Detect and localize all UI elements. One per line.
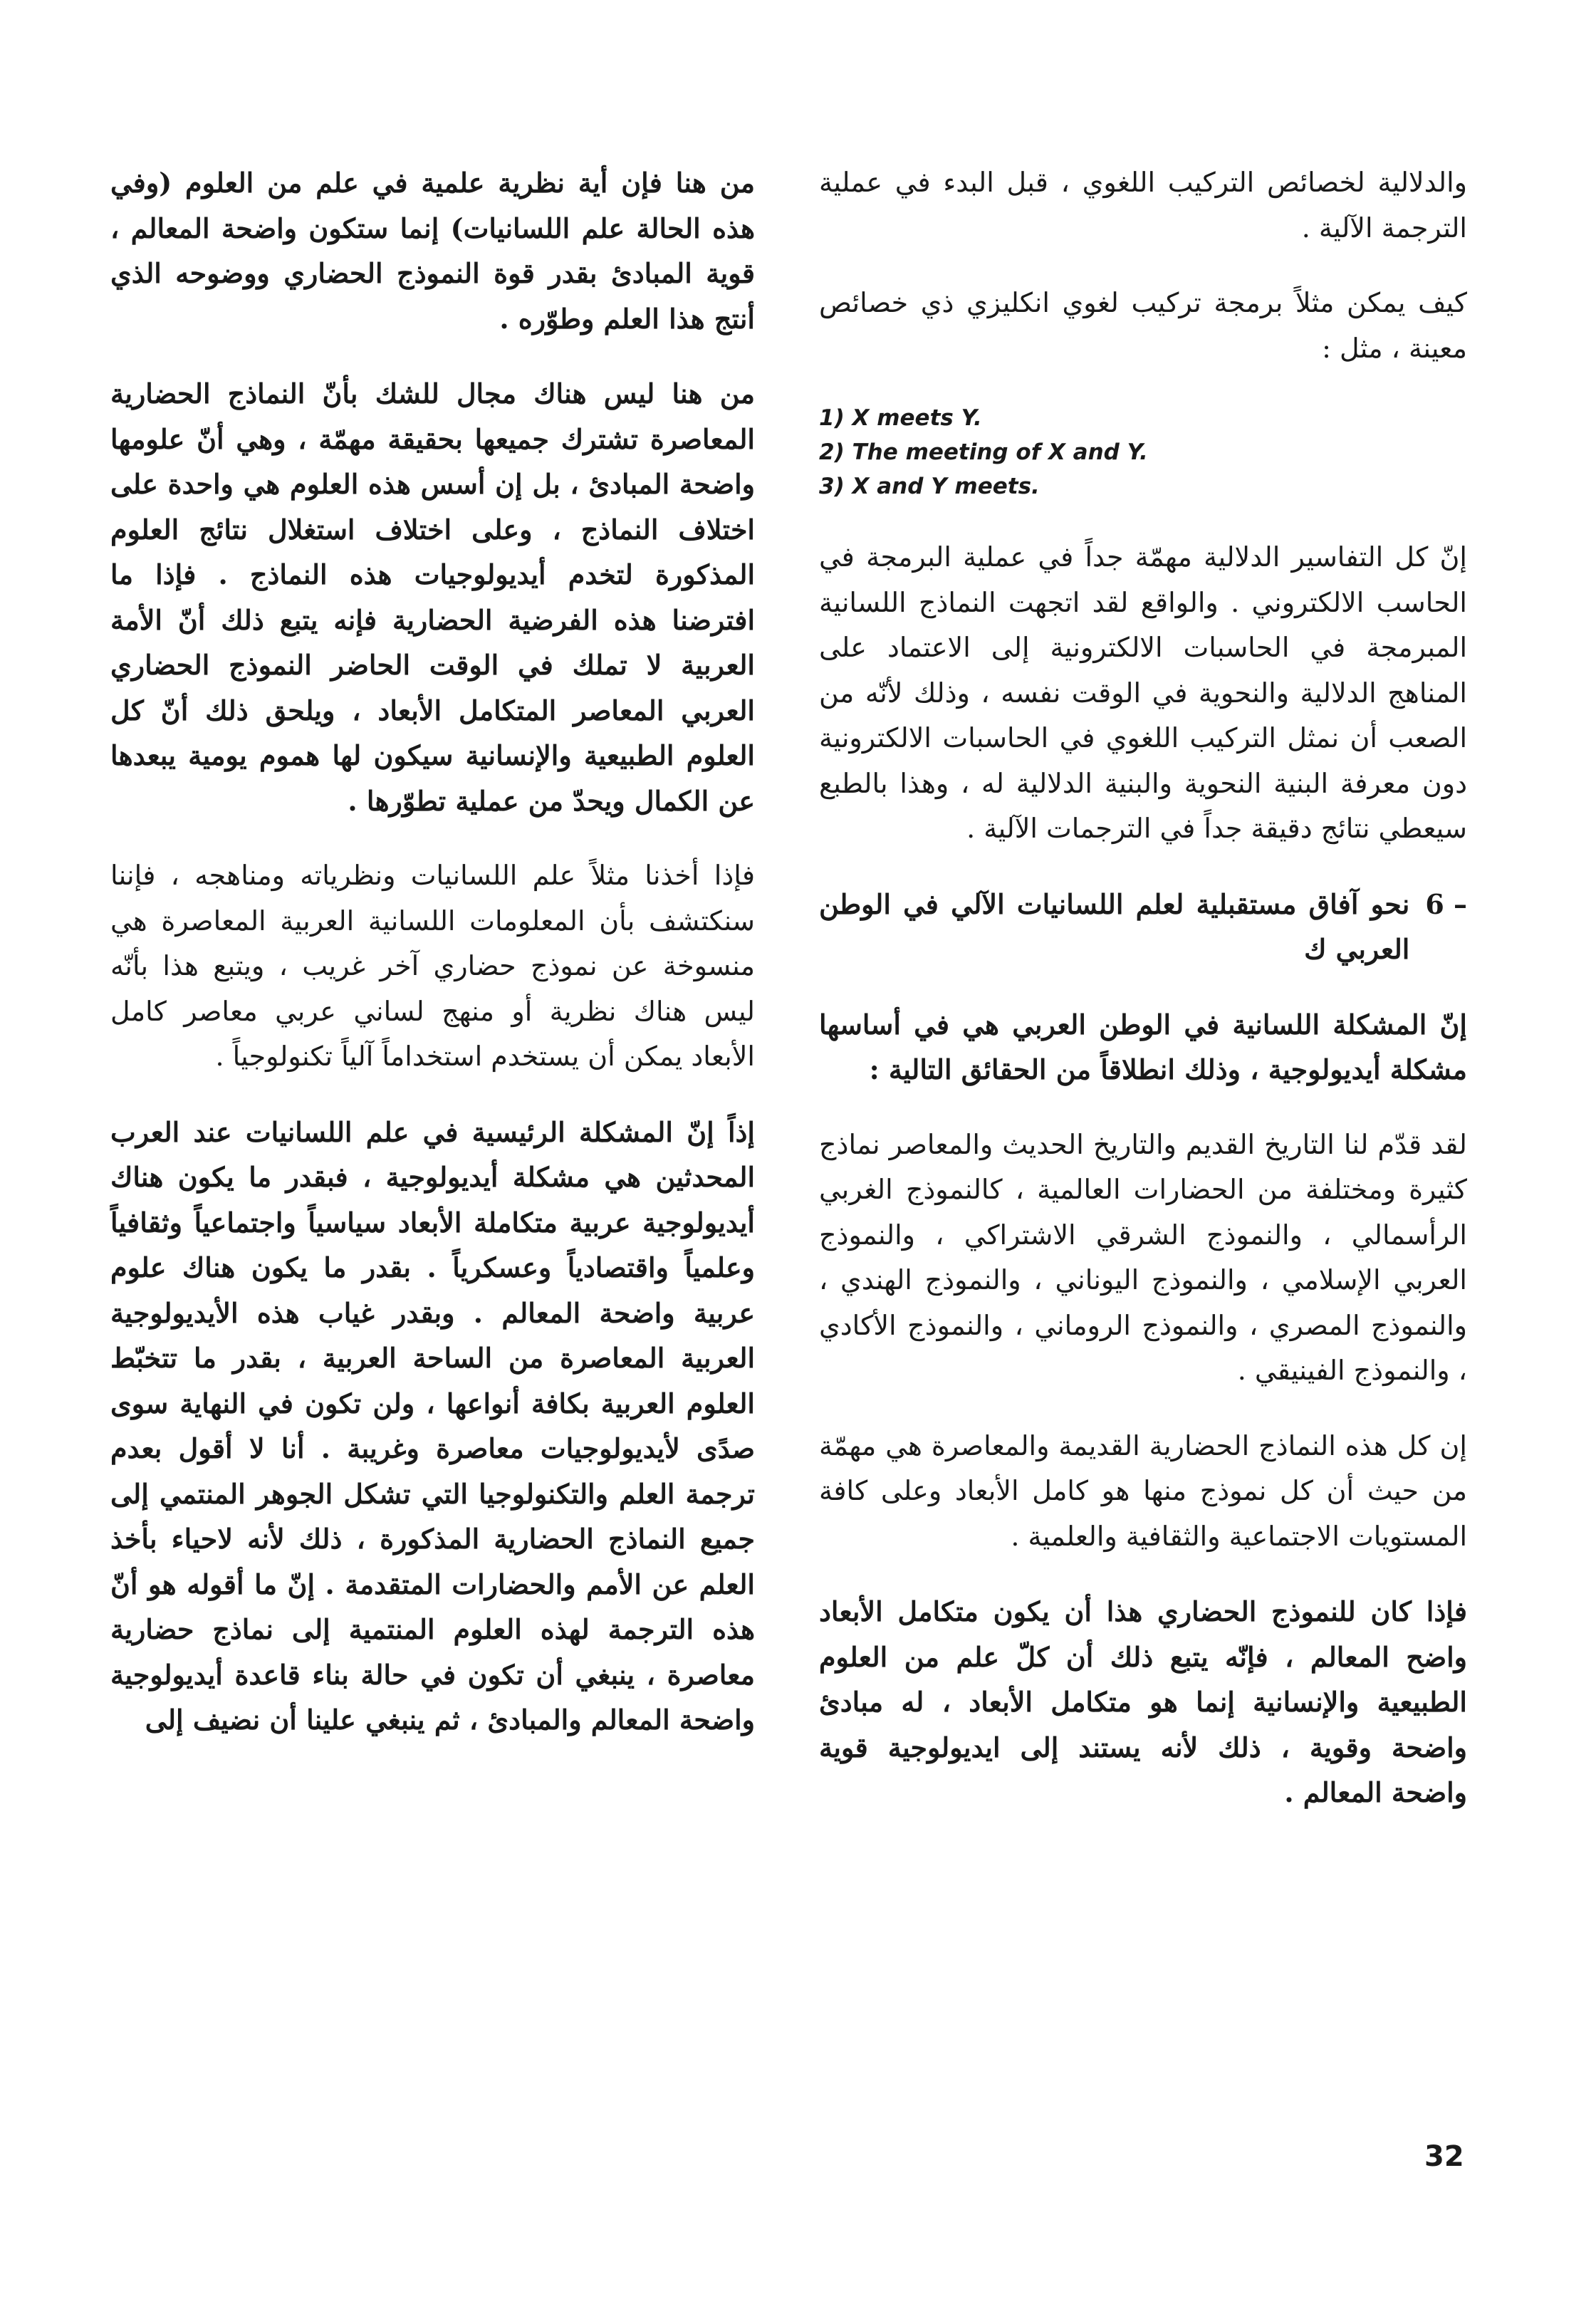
paragraph: إذاً إنّ المشكلة الرئيسية في علم اللسانيات عند العرب المحدثين هي مشكلة أيديولوجية ، فبقدر ما يكون هناك أيديولوجية عربية متكاملة الأبعاد سياسياً واجتماعياً وثقافياً وعلمياً واقتصادياً وعسكرياً . بقدر ما يكون هناك علوم عربية واضحة المعالم . وبقدر غياب هذه الأيديولوجية العربية المعاصرة من الساحة العربية ، بقدر ما تتخبّط العلوم العربية بكافة أنواعها ، ولن تكون في النهاية سوى صدًى لأيديولوجيات معاصرة وغريبة . أنا لا أقول بعدم ترجمة العلم والتكنولوجيا التي تشكل الجوهر المنتمي إلى جميع النماذج الحضارية المذكورة ، ذلك لأنه لاحياء بأخذ العلم عن الأمم والحضارات المتقدمة . إنّ ما أقوله هو أنّ هذه الترجمة لهذه العلوم المنتمية إلى نماذج حضارية معاصرة ، ينبغي أن تكون في حالة بناء قاعدة أيديولوجية واضحة المعالم والمبادئ ، ثم ينبغي علينا أن نضيف إلى	[110, 1115, 755, 1736]
paragraph: إن كل هذه النماذج الحضارية القديمة والمعاصرة هي مهمّة من حيث أن كل نموذج منها هو كامل الأبعاد وعلى كافة المستويات الاجتماعية والثقافية والعلمية .	[819, 1429, 1467, 1552]
example-line: 1) X meets Y.	[819, 405, 982, 431]
section-number: 6 –	[1425, 887, 1467, 920]
example-line: 3) X and Y meets.	[819, 474, 1040, 499]
paragraph: لقد قدّم لنا التاريخ القديم والتاريخ الحديث والمعاصر نماذج كثيرة ومختلفة من الحضارات العالمية ، كالنموذج الغربي الرأسمالي ، والنموذج الشرقي الاشتراكي ، والنموذج العربي الإسلامي ، والنموذج اليوناني ، والنموذج الهندي ، والنموذج المصري ، والنموذج الروماني ، والنموذج الأكادي ، والنموذج الفينيقي .	[819, 1128, 1467, 1386]
english-examples	[819, 401, 1467, 504]
paragraph: من هنا فإن أية نظرية علمية في علم من العلوم (وفي هذه الحالة علم اللسانيات) إنما ستكون واضحة المعالم ، قوية المبادئ بقدر قوة النموذج الحضاري ووضوحه الذي أنتج هذا العلم وطوّره .	[110, 167, 755, 335]
right-column	[819, 160, 1467, 1845]
page-number: 32	[1424, 2140, 1464, 2173]
paragraph: إنّ كل التفاسير الدلالية مهمّة جداً في عملية البرمجة في الحاسب الالكتروني . والواقع لقد اتجهت النماذج اللسانية المبرمجة في الحاسبات الالكترونية إلى الاعتماد على المناهج الدلالية والنحوية في الوقت نفسه ، وذلك لأنّه من الصعب أن نمثل التركيب اللغوي في الحاسبات الالكترونية دون معرفة البنية النحوية والبنية الدلالية له ، وهذا بالطبع سيعطي نتائج دقيقة جداً في الترجمات الآلية .	[819, 541, 1467, 844]
paragraph: فإذا كان للنموذج الحضاري هذا أن يكون متكامل الأبعاد واضح المعالم ، فإنّه يتبع ذلك أن كلّ علم من العلوم الطبيعية والإنسانية إنما هو متكامل الأبعاد ، له مبادئ واضحة وقوية ، ذلك لأنه يستند إلى ايديولوجية قوية واضحة المعالم .	[819, 1595, 1467, 1808]
section-heading	[819, 882, 1467, 972]
example-line: 2) The meeting of X and Y.	[819, 439, 1148, 465]
paragraph: فإذا أخذنا مثلاً علم اللسانيات ونظرياته ومناهجه ، فإننا سنكتشف بأن المعلومات اللسانية العربية المعاصرة هي منسوخة عن نموذج حضاري آخر غريب ، ويتبع هذا بأنّه ليس هناك نظرية أو منهج لساني عربي معاصر كامل الأبعاد يمكن أن يستخدم استخداماً آلياً تكنولوجياً .	[110, 860, 755, 1072]
paragraph: والدلالية لخصائص التركيب اللغوي ، قبل البدء في عملية الترجمة الآلية .	[819, 167, 1467, 244]
left-column	[110, 160, 755, 1773]
paragraph: من هنا ليس هناك مجال للشك بأنّ النماذج الحضارية المعاصرة تشترك جميعها بحقيقة مهمّة ، وهي أنّ علومها واضحة المبادئ ، بل إن أسس هذه العلوم هي واحدة على اختلاف النماذج ، وعلى اختلاف استغلال نتائج العلوم المذكورة لتخدم أيديولوجيات هذه النماذج . فإذا ما افترضنا هذه الفرضية الحضارية فإنه يتبع ذلك أنّ الأمة العربية لا تملك في الوقت الحاضر النموذج الحضاري العربي المعاصر المتكامل الأبعاد ، ويلحق ذلك أنّ كل العلوم الطبيعية والإنسانية سيكون لها هموم يومية يبعدها عن الكمال ويحدّ من عملية تطوّرها .	[110, 377, 755, 817]
section-title: نحو آفاق مستقبلية لعلم اللسانيات الآلي في الوطن العربي ك	[819, 887, 1410, 965]
paragraph: إنّ المشكلة اللسانية في الوطن العربي هي في أساسها مشكلة أيديولوجية ، وذلك انطلاقاً من الحقائق التالية :	[819, 1008, 1467, 1085]
paragraph: كيف يمكن مثلاً برمجة تركيب لغوي انكليزي ذي خصائص معينة ، مثل :	[819, 287, 1467, 364]
